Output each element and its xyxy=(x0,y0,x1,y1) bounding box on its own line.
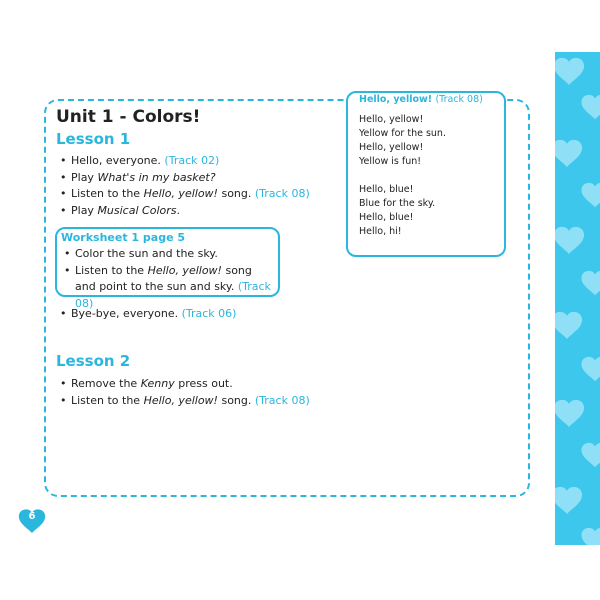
list-item xyxy=(60,170,340,187)
song-name: Hello, yellow! xyxy=(143,393,218,407)
item-text: song. xyxy=(217,393,255,407)
page-number: 6 xyxy=(28,511,36,522)
track-label: (Track 08) xyxy=(75,280,271,310)
list-item xyxy=(64,246,276,263)
lesson-2-list xyxy=(60,376,360,409)
lyric-line: Hello, hi! xyxy=(359,226,402,237)
unit-title: Unit 1 - Colors! xyxy=(56,107,201,127)
worksheet-title: Worksheet 1 page 5 xyxy=(61,231,186,244)
item-text: Remove the xyxy=(71,377,141,390)
lyric-line: Hello, yellow! xyxy=(359,142,424,153)
lyric-line: Yellow is fun! xyxy=(359,156,422,167)
item-text: . xyxy=(176,203,180,217)
lyric-line: Hello, blue! xyxy=(359,212,414,223)
press-out-name: Kenny xyxy=(140,377,175,390)
activity-name: What's in my basket? xyxy=(97,170,216,184)
song-name: Hello, yellow! xyxy=(143,187,218,200)
item-text: Listen to the xyxy=(71,187,144,200)
list-item xyxy=(60,186,340,203)
list-item xyxy=(60,153,340,170)
item-text: song and point to the sun and sky. xyxy=(75,263,252,293)
lyric-line: Yellow for the sun. xyxy=(359,128,446,139)
item-text: Color the sun and the sky. xyxy=(75,247,218,260)
lyric-line: Hello, blue! xyxy=(359,184,414,195)
song-title-text: Hello, yellow! xyxy=(359,94,433,105)
list-item xyxy=(60,376,360,393)
item-text: Listen to the xyxy=(75,263,148,277)
track-label: (Track 08) xyxy=(254,393,310,407)
lesson-1-heading: Lesson 1 xyxy=(56,130,131,148)
item-text: Play xyxy=(71,170,98,184)
lyric-line: Hello, yellow! xyxy=(359,114,424,125)
lesson-1-list xyxy=(60,153,340,219)
item-text: press out. xyxy=(174,377,233,390)
list-item xyxy=(60,393,360,410)
item-text: Listen to the xyxy=(71,393,144,407)
track-label: (Track 06) xyxy=(181,307,237,320)
song-name: Hello, yellow! xyxy=(147,263,222,277)
item-text: Bye-bye, everyone. xyxy=(71,307,182,320)
lesson-2-heading: Lesson 2 xyxy=(56,352,131,370)
song-title xyxy=(359,94,483,105)
track-label: (Track 08) xyxy=(435,94,483,105)
item-text: Hello, everyone. xyxy=(71,154,165,167)
list-item xyxy=(64,263,276,313)
item-text: song. xyxy=(217,187,255,200)
list-item xyxy=(60,203,340,220)
track-label: (Track 02) xyxy=(164,154,220,167)
heart-pattern-strip xyxy=(555,52,600,545)
song-lyrics xyxy=(359,113,446,239)
list-item xyxy=(60,306,340,323)
track-label: (Track 08) xyxy=(254,187,310,200)
hearts-pattern-icon xyxy=(555,52,600,545)
lyric-line: Blue for the sky. xyxy=(359,198,436,209)
lyric-line xyxy=(359,169,446,183)
lesson-1-closing-list xyxy=(60,306,340,323)
item-text: Play xyxy=(71,203,98,217)
activity-name: Musical Colors xyxy=(97,203,177,217)
worksheet-list xyxy=(64,246,276,312)
